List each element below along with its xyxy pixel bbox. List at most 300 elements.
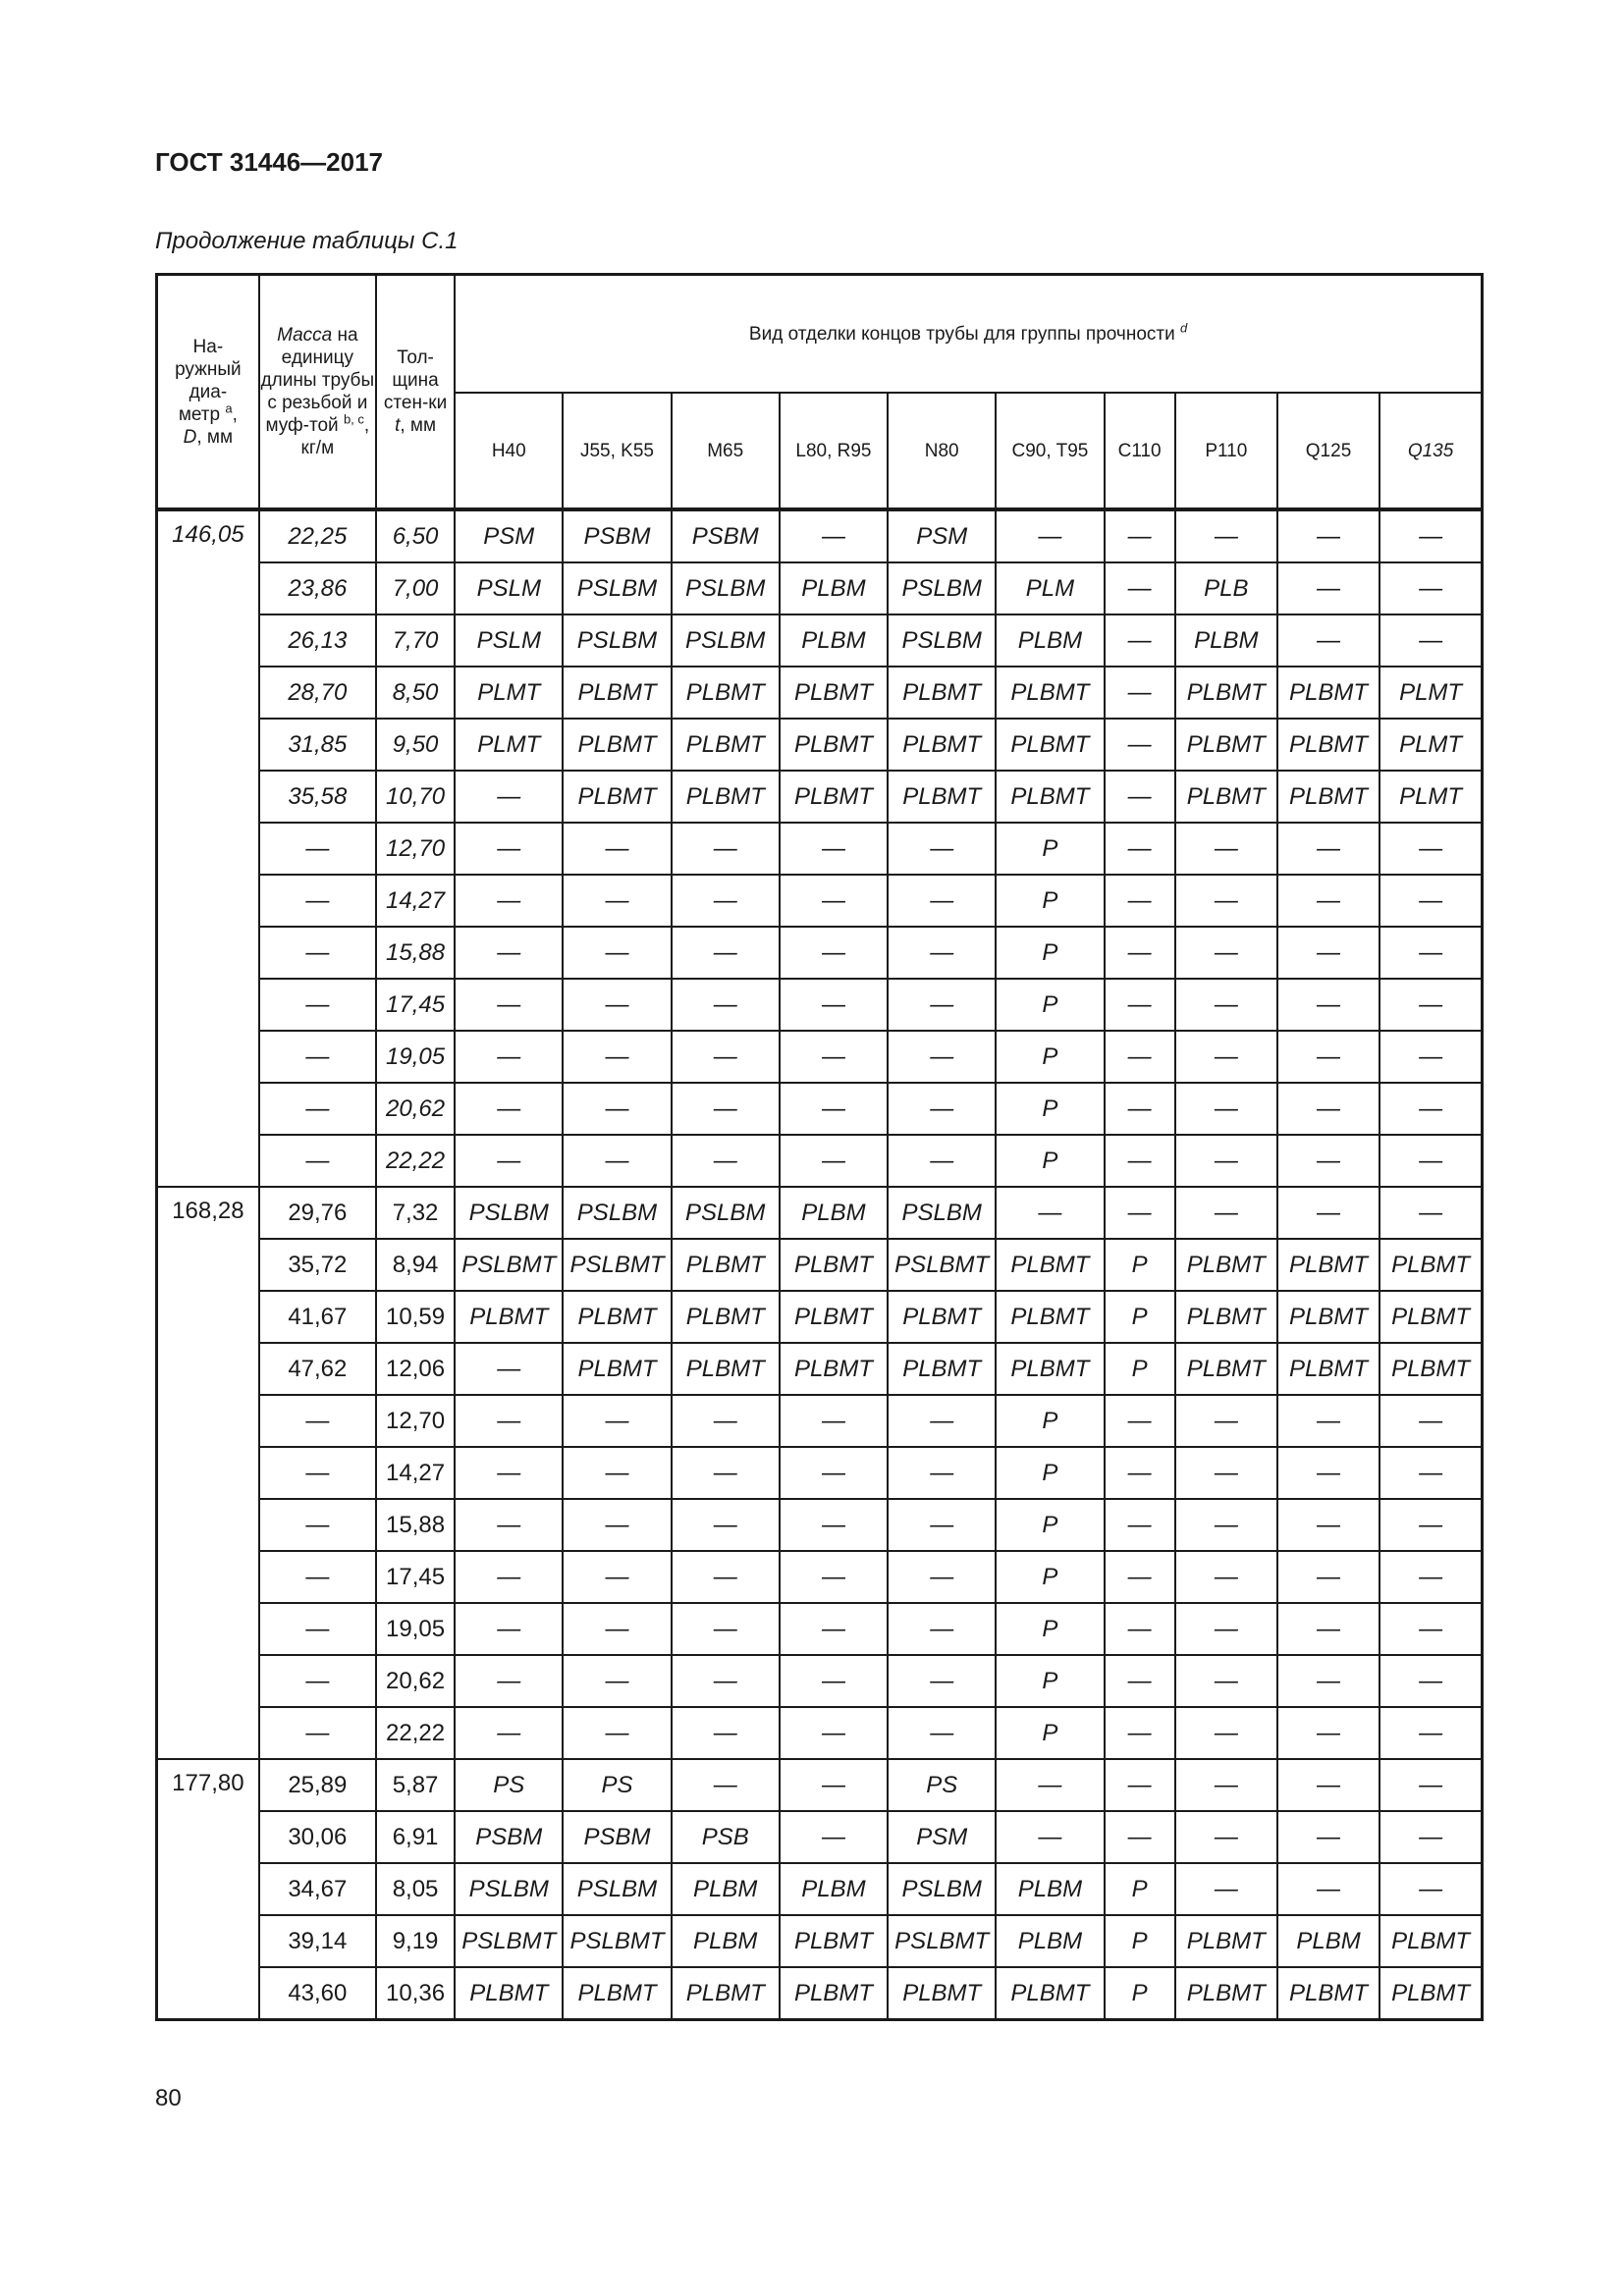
finish-cell: — xyxy=(1277,927,1380,979)
finish-cell: — xyxy=(1105,667,1175,719)
header-grade: Н40 xyxy=(455,393,563,509)
header-finish-title: Вид отделки концов трубы для группы прочности xyxy=(748,323,1175,345)
finish-cell: — xyxy=(1380,823,1482,875)
thickness-cell: 22,22 xyxy=(376,1135,455,1187)
thickness-cell: 6,50 xyxy=(376,509,455,562)
pipe-finish-table xyxy=(155,273,1484,2021)
mass-cell: 22,25 xyxy=(259,509,376,562)
finish-cell: — xyxy=(1277,1447,1380,1499)
thickness-cell: 12,70 xyxy=(376,1395,455,1447)
finish-cell: — xyxy=(672,1707,780,1759)
finish-cell: — xyxy=(1380,1811,1482,1863)
finish-cell: PLBM xyxy=(1277,1915,1380,1967)
mass-cell: — xyxy=(259,1083,376,1135)
finish-cell: — xyxy=(455,771,563,823)
mass-cell: 23,86 xyxy=(259,562,376,614)
finish-cell: — xyxy=(1277,1395,1380,1447)
thickness-cell: 10,70 xyxy=(376,771,455,823)
finish-cell: PSLBMT xyxy=(563,1239,671,1291)
finish-cell: — xyxy=(672,1655,780,1707)
finish-cell: — xyxy=(1105,927,1175,979)
finish-cell: — xyxy=(1105,1811,1175,1863)
finish-cell: — xyxy=(888,1551,996,1603)
finish-cell: P xyxy=(996,1551,1104,1603)
finish-cell: — xyxy=(1105,1187,1175,1239)
pipe-table xyxy=(155,273,1484,2021)
finish-cell: — xyxy=(1105,614,1175,667)
finish-cell: — xyxy=(1380,1187,1482,1239)
finish-cell: — xyxy=(1380,1031,1482,1083)
finish-cell: — xyxy=(1380,1395,1482,1447)
finish-cell: — xyxy=(455,1395,563,1447)
finish-cell: PLBMT xyxy=(780,1343,888,1395)
finish-cell: — xyxy=(780,1031,888,1083)
finish-cell: — xyxy=(1105,1083,1175,1135)
finish-cell: — xyxy=(1105,1655,1175,1707)
finish-cell: — xyxy=(455,927,563,979)
finish-cell: — xyxy=(1105,1499,1175,1551)
finish-cell: — xyxy=(1105,1603,1175,1655)
finish-cell: — xyxy=(672,1603,780,1655)
finish-cell: — xyxy=(1380,1447,1482,1499)
finish-cell: P xyxy=(996,1499,1104,1551)
table-row xyxy=(157,562,1483,614)
finish-cell: — xyxy=(1175,1759,1277,1811)
finish-cell: — xyxy=(1380,927,1482,979)
finish-cell: — xyxy=(888,1603,996,1655)
finish-cell: PLBMT xyxy=(996,771,1104,823)
finish-cell: — xyxy=(888,979,996,1031)
finish-cell: P xyxy=(1105,1343,1175,1395)
finish-cell: PSLBM xyxy=(455,1187,563,1239)
finish-cell: — xyxy=(1105,1135,1175,1187)
finish-cell: PSLBM xyxy=(563,562,671,614)
header-grade: M65 xyxy=(672,393,780,509)
table-row xyxy=(157,1759,1483,1811)
finish-cell: — xyxy=(1380,1551,1482,1603)
thickness-cell: 17,45 xyxy=(376,1551,455,1603)
finish-cell: — xyxy=(888,1031,996,1083)
finish-cell: — xyxy=(672,1551,780,1603)
finish-cell: — xyxy=(563,1655,671,1707)
finish-cell: — xyxy=(1380,1603,1482,1655)
diameter-cell: 146,05 xyxy=(157,509,259,1187)
finish-cell: PLBMT xyxy=(1175,1967,1277,2020)
header-thickness xyxy=(376,275,455,510)
finish-cell: — xyxy=(1175,1655,1277,1707)
mass-cell: — xyxy=(259,1707,376,1759)
finish-cell: PLBMT xyxy=(1380,1915,1482,1967)
thickness-cell: 15,88 xyxy=(376,1499,455,1551)
thickness-cell: 20,62 xyxy=(376,1655,455,1707)
finish-cell: PLBMT xyxy=(563,667,671,719)
mass-cell: 25,89 xyxy=(259,1759,376,1811)
finish-cell: PLBMT xyxy=(1380,1967,1482,2020)
thickness-cell: 20,62 xyxy=(376,1083,455,1135)
finish-cell: — xyxy=(1380,875,1482,927)
mass-cell: — xyxy=(259,1499,376,1551)
finish-cell: PLBMT xyxy=(1380,1291,1482,1343)
finish-cell: PSLBM xyxy=(672,562,780,614)
mass-cell: 41,67 xyxy=(259,1291,376,1343)
mass-cell: 28,70 xyxy=(259,667,376,719)
finish-cell: PLBMT xyxy=(1380,1343,1482,1395)
mass-cell: — xyxy=(259,1551,376,1603)
finish-cell: — xyxy=(1380,1499,1482,1551)
finish-cell: PSLBM xyxy=(888,1187,996,1239)
finish-cell: — xyxy=(455,1603,563,1655)
finish-cell: PLBMT xyxy=(888,1291,996,1343)
header-mass-l2: на единицу длины трубы с резьбой и муф-той xyxy=(260,325,375,436)
mass-cell: 43,60 xyxy=(259,1967,376,2020)
finish-cell: PLBMT xyxy=(672,667,780,719)
finish-cell: PSLBM xyxy=(563,614,671,667)
finish-cell: — xyxy=(1175,927,1277,979)
table-row xyxy=(157,1343,1483,1395)
finish-cell: — xyxy=(1277,614,1380,667)
header-diam-l5: , xyxy=(232,403,238,425)
table-caption: Продолжение таблицы С.1 xyxy=(155,228,459,254)
table-row xyxy=(157,1083,1483,1135)
thickness-cell: 5,87 xyxy=(376,1759,455,1811)
finish-cell: PLBMT xyxy=(1175,1915,1277,1967)
finish-cell: — xyxy=(1175,1707,1277,1759)
finish-cell: — xyxy=(563,1135,671,1187)
table-row xyxy=(157,771,1483,823)
finish-cell: — xyxy=(563,1083,671,1135)
finish-cell: — xyxy=(563,823,671,875)
table-row xyxy=(157,875,1483,927)
finish-cell: PSM xyxy=(455,509,563,562)
mass-cell: — xyxy=(259,1135,376,1187)
finish-cell: — xyxy=(672,1083,780,1135)
finish-cell: PLBMT xyxy=(996,667,1104,719)
finish-cell: — xyxy=(563,1395,671,1447)
thickness-cell: 8,50 xyxy=(376,667,455,719)
thickness-cell: 7,32 xyxy=(376,1187,455,1239)
finish-cell: — xyxy=(1380,1707,1482,1759)
finish-cell: — xyxy=(455,1551,563,1603)
table-head xyxy=(157,275,1483,510)
finish-cell: — xyxy=(455,1499,563,1551)
page-number: 80 xyxy=(155,2085,182,2111)
finish-cell: — xyxy=(455,823,563,875)
finish-cell: — xyxy=(1105,719,1175,771)
finish-cell: PSBM xyxy=(672,509,780,562)
header-grade: Q125 xyxy=(1277,393,1380,509)
finish-cell: — xyxy=(455,979,563,1031)
header-outer-diameter xyxy=(157,275,259,510)
finish-cell: — xyxy=(1380,562,1482,614)
finish-cell: PSLBM xyxy=(563,1187,671,1239)
finish-cell: — xyxy=(888,823,996,875)
thickness-cell: 14,27 xyxy=(376,875,455,927)
header-grade: P110 xyxy=(1175,393,1277,509)
finish-cell: — xyxy=(780,1551,888,1603)
finish-cell: — xyxy=(888,1083,996,1135)
finish-cell: — xyxy=(780,1499,888,1551)
finish-cell: — xyxy=(1105,1031,1175,1083)
finish-cell: — xyxy=(780,509,888,562)
finish-cell: PSLBMT xyxy=(563,1915,671,1967)
finish-cell: — xyxy=(455,1655,563,1707)
finish-cell: PLBM xyxy=(780,1863,888,1915)
finish-cell: — xyxy=(672,1395,780,1447)
finish-cell: — xyxy=(672,1499,780,1551)
thickness-cell: 6,91 xyxy=(376,1811,455,1863)
table-row xyxy=(157,614,1483,667)
finish-cell: — xyxy=(1175,1031,1277,1083)
finish-cell: P xyxy=(996,979,1104,1031)
thickness-cell: 15,88 xyxy=(376,927,455,979)
finish-cell: PSLBMT xyxy=(888,1239,996,1291)
table-row xyxy=(157,979,1483,1031)
finish-cell: — xyxy=(1277,979,1380,1031)
finish-cell: — xyxy=(563,1447,671,1499)
finish-cell: PLBMT xyxy=(888,771,996,823)
finish-cell: PLBMT xyxy=(672,719,780,771)
finish-cell: — xyxy=(1175,1447,1277,1499)
finish-cell: PLBMT xyxy=(672,1291,780,1343)
header-grade: J55, K55 xyxy=(563,393,671,509)
header-diam-l6: D xyxy=(183,426,197,448)
mass-cell: 35,58 xyxy=(259,771,376,823)
finish-cell: — xyxy=(672,979,780,1031)
finish-cell: — xyxy=(780,823,888,875)
finish-cell: — xyxy=(780,1655,888,1707)
header-grade: C110 xyxy=(1105,393,1175,509)
finish-cell: P xyxy=(996,927,1104,979)
finish-cell: PLBMT xyxy=(1175,719,1277,771)
finish-cell: — xyxy=(672,875,780,927)
finish-cell: — xyxy=(563,1707,671,1759)
finish-cell: PLBMT xyxy=(1277,1967,1380,2020)
finish-cell: PLBMT xyxy=(780,1239,888,1291)
table-row xyxy=(157,927,1483,979)
finish-cell: — xyxy=(672,823,780,875)
finish-cell: — xyxy=(888,927,996,979)
finish-cell: PSM xyxy=(888,1811,996,1863)
finish-cell: PLBMT xyxy=(888,667,996,719)
table-row xyxy=(157,1863,1483,1915)
finish-cell: PLMT xyxy=(455,667,563,719)
finish-cell: — xyxy=(672,1135,780,1187)
finish-cell: — xyxy=(1105,562,1175,614)
finish-cell: PLBMT xyxy=(455,1291,563,1343)
finish-cell: — xyxy=(1175,1187,1277,1239)
finish-cell: — xyxy=(455,1343,563,1395)
finish-cell: PSLBMT xyxy=(455,1915,563,1967)
finish-cell: — xyxy=(1175,1395,1277,1447)
finish-cell: — xyxy=(1175,1135,1277,1187)
table-row xyxy=(157,1655,1483,1707)
diameter-cell: 177,80 xyxy=(157,1759,259,2020)
finish-cell: — xyxy=(1380,1759,1482,1811)
finish-cell: — xyxy=(1380,1135,1482,1187)
thickness-cell: 9,50 xyxy=(376,719,455,771)
finish-cell: PSM xyxy=(888,509,996,562)
finish-cell: — xyxy=(1277,1187,1380,1239)
finish-cell: — xyxy=(1175,823,1277,875)
header-mass xyxy=(259,275,376,510)
finish-cell: PLMT xyxy=(1380,667,1482,719)
finish-cell: — xyxy=(780,1447,888,1499)
finish-cell: PLMT xyxy=(1380,771,1482,823)
finish-cell: — xyxy=(1105,1395,1175,1447)
finish-cell: — xyxy=(888,1499,996,1551)
header-grade: N80 xyxy=(888,393,996,509)
finish-cell: PLBMT xyxy=(455,1967,563,2020)
header-diam-l2: ружный xyxy=(175,358,242,380)
finish-cell: — xyxy=(996,1759,1104,1811)
finish-cell: PLBMT xyxy=(780,1291,888,1343)
table-row xyxy=(157,1551,1483,1603)
finish-cell: — xyxy=(1277,1083,1380,1135)
finish-cell: PLBMT xyxy=(563,719,671,771)
finish-cell: — xyxy=(888,1707,996,1759)
finish-cell: — xyxy=(1277,1551,1380,1603)
thickness-cell: 10,59 xyxy=(376,1291,455,1343)
mass-cell: — xyxy=(259,1447,376,1499)
document-header: ГОСТ 31446—2017 xyxy=(155,147,383,177)
finish-cell: — xyxy=(1277,562,1380,614)
finish-cell: P xyxy=(996,1135,1104,1187)
finish-cell: — xyxy=(672,927,780,979)
finish-cell: — xyxy=(780,1603,888,1655)
finish-cell: — xyxy=(563,927,671,979)
thickness-cell: 10,36 xyxy=(376,1967,455,2020)
mass-cell: 34,67 xyxy=(259,1863,376,1915)
finish-cell: PLBMT xyxy=(780,771,888,823)
finish-cell: PSLBMT xyxy=(888,1915,996,1967)
finish-cell: — xyxy=(780,1135,888,1187)
table-row xyxy=(157,1915,1483,1967)
finish-cell: — xyxy=(780,1811,888,1863)
table-row xyxy=(157,1135,1483,1187)
finish-cell: PS xyxy=(455,1759,563,1811)
finish-cell: — xyxy=(672,1759,780,1811)
finish-cell: — xyxy=(1175,509,1277,562)
mass-cell: 30,06 xyxy=(259,1811,376,1863)
finish-cell: PLBM xyxy=(996,614,1104,667)
finish-cell: PLM xyxy=(996,562,1104,614)
finish-cell: PLBMT xyxy=(996,1239,1104,1291)
finish-cell: — xyxy=(1105,979,1175,1031)
finish-cell: PLBMT xyxy=(888,1967,996,2020)
finish-cell: PSLM xyxy=(455,614,563,667)
finish-cell: — xyxy=(780,979,888,1031)
finish-cell: — xyxy=(455,1707,563,1759)
table-row xyxy=(157,1239,1483,1291)
finish-cell: PLBM xyxy=(780,614,888,667)
finish-cell: P xyxy=(996,1395,1104,1447)
thickness-cell: 7,70 xyxy=(376,614,455,667)
finish-cell: PLBM xyxy=(672,1915,780,1967)
thickness-cell: 7,00 xyxy=(376,562,455,614)
finish-cell: — xyxy=(1277,509,1380,562)
table-row xyxy=(157,1499,1483,1551)
finish-cell: PLBMT xyxy=(1277,1291,1380,1343)
finish-cell: — xyxy=(1175,875,1277,927)
finish-cell: P xyxy=(1105,1915,1175,1967)
table-row xyxy=(157,1395,1483,1447)
finish-cell: PLBMT xyxy=(996,1343,1104,1395)
finish-cell: PLBMT xyxy=(888,1343,996,1395)
finish-cell: PSLBM xyxy=(672,614,780,667)
finish-cell: P xyxy=(1105,1291,1175,1343)
header-thick-l2: t xyxy=(395,415,401,436)
finish-cell: — xyxy=(1380,1083,1482,1135)
table-row xyxy=(157,509,1483,562)
header-diam-l3: диа- xyxy=(189,381,228,402)
finish-cell: — xyxy=(888,1655,996,1707)
finish-cell: PS xyxy=(563,1759,671,1811)
finish-cell: — xyxy=(1277,1759,1380,1811)
mass-cell: 47,62 xyxy=(259,1343,376,1395)
finish-cell: PLBMT xyxy=(1277,771,1380,823)
finish-cell: — xyxy=(1175,1603,1277,1655)
finish-cell: — xyxy=(563,1031,671,1083)
table-row xyxy=(157,1811,1483,1863)
finish-cell: — xyxy=(1277,1135,1380,1187)
finish-cell: PLBMT xyxy=(672,1967,780,2020)
finish-cell: P xyxy=(1105,1239,1175,1291)
finish-cell: — xyxy=(1175,1551,1277,1603)
header-thick-l3: , мм xyxy=(400,415,437,436)
finish-cell: PSBM xyxy=(563,509,671,562)
finish-cell: PLBMT xyxy=(563,1343,671,1395)
finish-cell: PLB xyxy=(1175,562,1277,614)
mass-cell: 39,14 xyxy=(259,1915,376,1967)
finish-cell: PLBMT xyxy=(1277,719,1380,771)
table-row xyxy=(157,1707,1483,1759)
finish-cell: — xyxy=(1277,1499,1380,1551)
thickness-cell: 12,70 xyxy=(376,823,455,875)
finish-cell: — xyxy=(1105,771,1175,823)
finish-cell: P xyxy=(996,823,1104,875)
finish-cell: — xyxy=(1175,1499,1277,1551)
finish-cell: — xyxy=(1105,1707,1175,1759)
finish-cell: PLBMT xyxy=(563,1967,671,2020)
finish-cell: — xyxy=(455,1031,563,1083)
finish-cell: — xyxy=(1175,1083,1277,1135)
finish-cell: PLBMT xyxy=(672,771,780,823)
finish-cell: PSBM xyxy=(455,1811,563,1863)
finish-cell: P xyxy=(996,1603,1104,1655)
finish-cell: PLBMT xyxy=(672,1343,780,1395)
finish-cell: PSLM xyxy=(455,562,563,614)
mass-cell: — xyxy=(259,1031,376,1083)
table-row xyxy=(157,1187,1483,1239)
finish-cell: — xyxy=(996,1187,1104,1239)
finish-cell: PLBMT xyxy=(780,1967,888,2020)
finish-cell: P xyxy=(996,1655,1104,1707)
finish-cell: — xyxy=(780,875,888,927)
finish-cell: PSLBM xyxy=(672,1187,780,1239)
finish-cell: PLBMT xyxy=(1175,667,1277,719)
finish-cell: PLBMT xyxy=(996,1291,1104,1343)
finish-cell: PLBMT xyxy=(888,719,996,771)
finish-cell: PLBM xyxy=(672,1863,780,1915)
finish-cell: P xyxy=(996,1447,1104,1499)
finish-cell: PLBMT xyxy=(563,1291,671,1343)
finish-cell: PLBM xyxy=(1175,614,1277,667)
header-diam-l7: , мм xyxy=(196,426,234,448)
table-row xyxy=(157,719,1483,771)
header-thick-l1: Тол-щина стен-ки xyxy=(383,347,448,413)
mass-cell: 35,72 xyxy=(259,1239,376,1291)
finish-cell: P xyxy=(1105,1967,1175,2020)
